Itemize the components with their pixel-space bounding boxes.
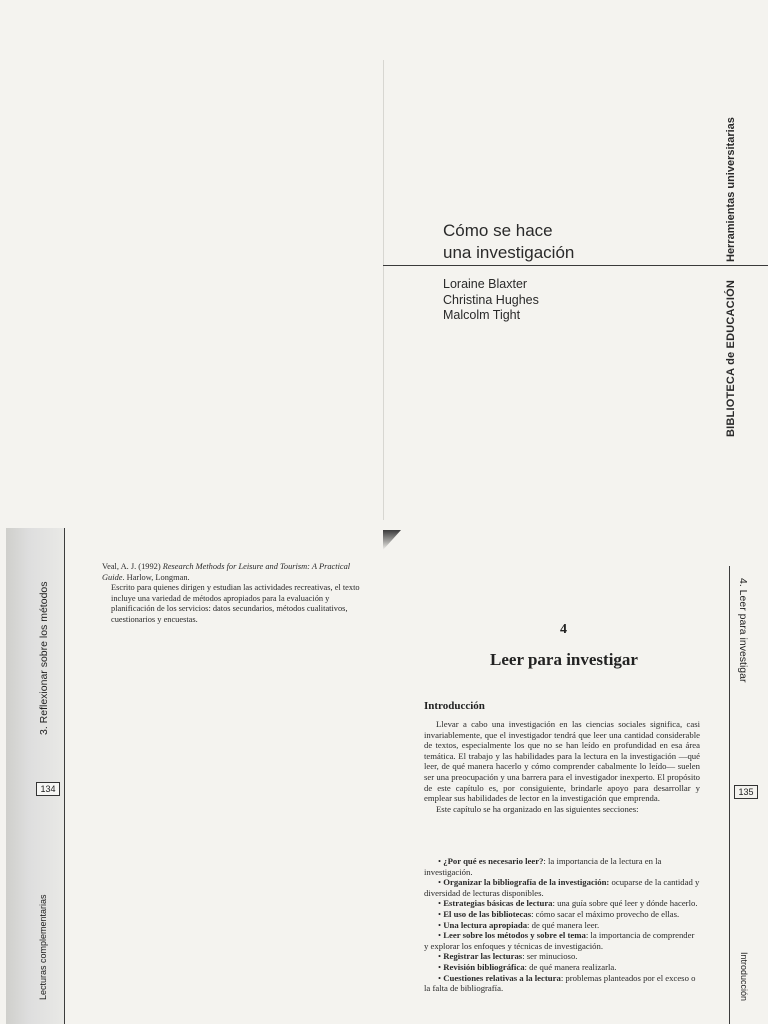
left-margin-tab-strip: [6, 528, 64, 1024]
chapter-title: Leer para investigar: [490, 650, 638, 669]
list-item-text: : ser minucioso.: [522, 951, 578, 962]
reference-citation: [102, 562, 370, 583]
left-margin-rule: [64, 528, 65, 1024]
cover-divider: [383, 265, 768, 266]
list-item-term: Leer sobre los métodos y sobre el tema: [443, 930, 586, 941]
list-item-term: El uso de las bibliotecas: [443, 908, 532, 919]
list-item: • Cuestiones relativas a la lectura: problemas planteados por el exceso o la falta de bibliografía.: [424, 972, 696, 994]
reference-publisher: . Harlow, Longman.: [122, 572, 190, 582]
list-item-text: : la importancia de comprender y explorar los enfoques y técnicas de investigación.: [424, 930, 695, 951]
list-item-text: : de qué manera leer.: [527, 919, 600, 930]
collection-label: BIBLIOTECA de EDUCACIÓN: [725, 280, 737, 437]
cover-title: [443, 220, 574, 264]
list-item-term: Registrar las lecturas: [443, 951, 523, 962]
list-item-term: ¿Por qué es necesario leer?: [443, 856, 544, 866]
list-item: • Estrategias básicas de lectura: una guía sobre qué leer y dónde hacerlo.: [438, 898, 698, 909]
page-number-right: 135: [734, 785, 758, 799]
section-list: [424, 856, 700, 994]
page-fold-line: [383, 60, 384, 520]
list-item-text: : problemas planteados por el exceso o la falta de bibliografía.: [424, 972, 696, 994]
reference-title: Research Methods for Leisure and Tourism: A Practical Guide: [102, 562, 351, 582]
list-item-text: : de qué manera realizarla.: [524, 961, 617, 972]
cover-title-line1: Cómo se hace: [443, 221, 553, 240]
left-section-tab: Lecturas complementarias: [38, 894, 48, 1000]
chapter-number: 4: [560, 622, 567, 637]
list-item-text: ocuparse de la cantidad y diversidad de lecturas disponibles.: [424, 877, 700, 898]
series-label: Herramientas universitarias: [725, 117, 737, 262]
reference-annotation: Escrito para quienes dirigen y estudian las actividades recreativas, el texto incluye una variedad de métodos apropiados para la evaluación y planificación de los servicios: datos secundarios, métodos cualitativos, cuestionarios y encuestas.: [111, 583, 360, 624]
list-item: • ¿Por qué es necesario leer?: la importancia de la lectura en la investigación.: [424, 856, 662, 877]
page-number-left: 134: [36, 782, 60, 796]
list-item-term: Cuestiones relativas a la lectura: [443, 972, 561, 983]
intro-sections-lead: Este capítulo se ha organizado en las siguientes secciones:: [436, 803, 639, 814]
author-name: Loraine Blaxter: [443, 277, 528, 291]
right-margin-rule: [729, 566, 730, 1024]
author-name: Christina Hughes: [443, 292, 539, 307]
intro-text: [424, 719, 700, 814]
reference-entry: [102, 562, 370, 625]
cover-authors: [443, 277, 539, 324]
author-name: Malcolm Tight: [443, 308, 521, 322]
list-item: • Organizar la bibliografía de la investigación: ocuparse de la cantidad y diversidad de lecturas disponibles.: [424, 877, 700, 898]
reference-authors: Veal, A. J. (1992): [102, 562, 161, 571]
list-item-text: : una guía sobre qué leer y dónde hacerlo.: [552, 898, 698, 909]
list-item: • Leer sobre los métodos y sobre el tema: la importancia de comprender y explorar los enfoques y técnicas de investigación.: [424, 930, 695, 951]
list-item-term: Revisión bibliográfica: [443, 961, 525, 972]
list-item: • Una lectura apropiada: de qué manera leer.: [438, 919, 600, 930]
list-item-term: Estrategias básicas de lectura: [443, 898, 553, 909]
list-item: • Revisión bibliográfica: de qué manera realizarla.: [438, 961, 617, 972]
list-item-term: Organizar la bibliografía de la investigación:: [443, 877, 610, 888]
list-item-term: Una lectura apropiada: [443, 919, 528, 930]
list-item: • El uso de las bibliotecas: cómo sacar el máximo provecho de ellas.: [438, 908, 680, 919]
list-item: • Registrar las lecturas: ser minucioso.: [438, 951, 578, 962]
section-heading: Introducción: [424, 700, 485, 712]
cover-title-line2: una investigación: [443, 243, 575, 262]
right-section-tab: Introducción: [739, 952, 749, 1002]
list-item-text: : la importancia de la lectura en la investigación.: [424, 856, 662, 877]
intro-paragraph: Llevar a cabo una investigación en las ciencias sociales significa, casi invariablemente, que el investigador tendrá que leer una cantidad considerable de textos, especialmente los que no se han leído en profundidad en esa área temática. El trabajo y las habilidades para la lectura en la investigación —qué leer, de qué manera hacerlo y cómo comprender cabalmente lo leído— suelen ser una preocupación y una barrera para el investigador inexperto. El propósito de este capítulo es, por consiguiente, brindarle apoyo para desarrollar y emplear sus habilidades de lector en la investigación que emprenda.: [424, 719, 700, 804]
right-chapter-tab: 4. Leer para investigar: [737, 578, 749, 683]
list-item-text: : cómo sacar el máximo provecho de ellas.: [531, 908, 680, 919]
left-chapter-tab: 3. Reflexionar sobre los métodos: [38, 581, 50, 735]
binding-shadow: [383, 530, 401, 550]
